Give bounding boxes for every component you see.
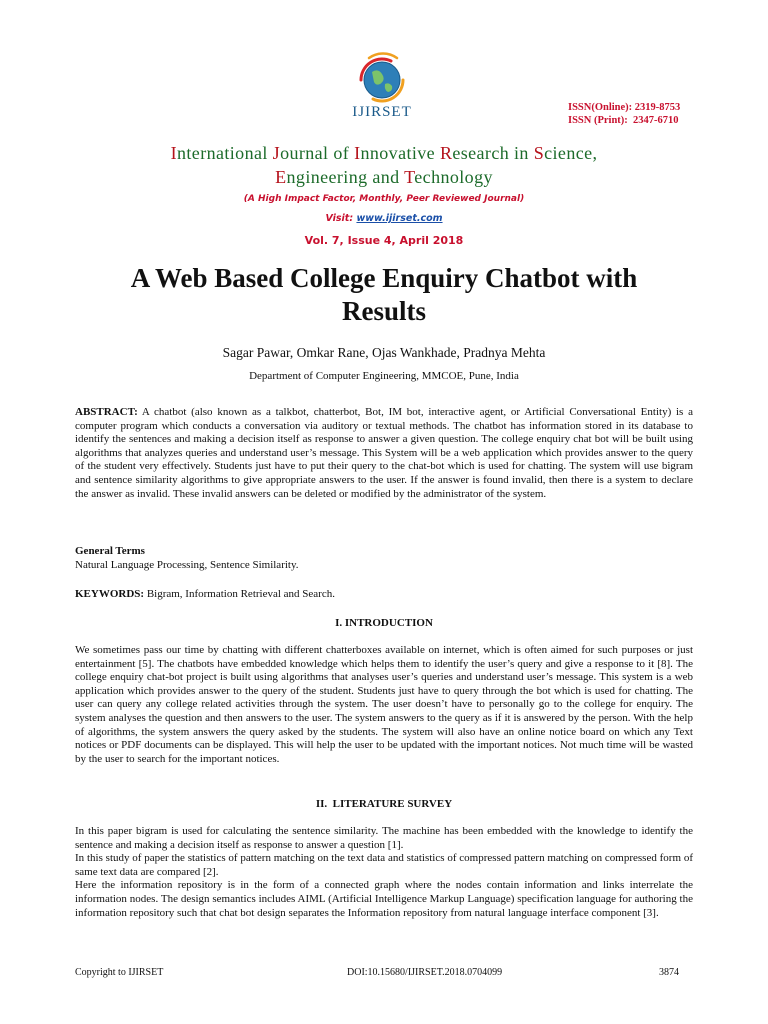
issn-block <box>568 101 708 127</box>
lit-paragraph-3: Here the information repository is in the form of a connected graph where the nodes contain information and links interrelate the information nodes. The design semantics includes AIML (Artificial Intelligence Markup Language) specification language for authoring the information repository such that chat bot design separates the Information repository from natural language interface component [3]. <box>75 879 693 919</box>
footer-doi: DOI:10.15680/IJIRSET.2018.0704099 <box>347 967 503 978</box>
journal-logo <box>331 50 433 126</box>
globe-icon <box>331 50 433 106</box>
logo-text: IJIRSET <box>352 104 412 120</box>
general-terms-heading: General Terms <box>75 545 145 557</box>
intro-heading: I. INTRODUCTION <box>335 617 433 629</box>
paper-title <box>70 262 698 328</box>
paper-authors: Sagar Pawar, Omkar Rane, Ojas Wankhade, Pradnya Mehta <box>222 345 546 360</box>
paper-title-line2: Results <box>341 296 426 326</box>
general-terms-text: Natural Language Processing, Sentence Similarity. <box>75 558 299 571</box>
lit-section <box>75 825 693 920</box>
intro-section <box>75 644 693 766</box>
keywords-text: Bigram, Information Retrieval and Search. <box>144 588 335 600</box>
keywords-section <box>75 588 693 602</box>
footer-page-number: 3874 <box>659 967 679 978</box>
abstract-label: ABSTRACT: <box>75 406 138 418</box>
visit-label: Visit: <box>325 213 357 224</box>
journal-name <box>60 141 708 189</box>
abstract-text: A chatbot (also known as a talkbot, chatterbot, Bot, IM bot, interactive agent, or Artificial Conversational Entity) is a computer program which conducts a conversation via auditory or textual methods. The chatbot has information stored in its database to identify the sentences and making a decision itself as response to answer a given question. The college enquiry chat bot will be built using algorithms that analyzes queries and understand user’s message. This System will be a web application which provides answer to the query of the student very effectively. Students just have to put their query to the chat-bot which is used for chatting. The system will use bigram and sentence similarity algorithms to give appropriate answers to the user. If the answer is found invalid, then there is a system to declare the answer as invalid. These invalid answers can be deleted or modified by the administrator of the system. <box>75 406 693 500</box>
issn-online: ISSN(Online): 2319-8753 <box>568 102 681 113</box>
intro-paragraph: We sometimes pass our time by chatting with different chatterboxes available on internet, which is often aimed for such purposes or just entertainment [5]. The chatbots have embedded knowledge which helps them to identify the user’s query and give a response to it [8]. The college enquiry chat-bot project is built using algorithms that analyses user’s queries and understand user’s message. This system is a web application which provides answer to the query of the student. Students just have to query through the bot which is used for chatting. The user can query any college related activities through the system. The user doesn’t have to personally go to the college for enquiry. The system analyses the question and then answers to the user. The system answers to the query as if it is answered by the person. With the help of algorithms, the system answers the query asked by the students. The system will also have an online notice board on which any Text notices or PDF documents can be displayed. This will help the user to be updated with the important notices. Not much time will be wasted by the user to search for the important notices. <box>75 644 693 765</box>
journal-volume: Vol. 7, Issue 4, April 2018 <box>304 234 464 247</box>
keywords-paragraph <box>75 588 693 602</box>
lit-heading-block <box>75 798 693 812</box>
abstract-paragraph <box>75 406 693 501</box>
paper-title-line1: A Web Based College Enquiry Chatbot with <box>130 263 638 293</box>
journal-name-line2: Engineering and Technology <box>275 167 493 187</box>
page-footer <box>75 967 693 981</box>
general-terms-section <box>75 545 693 572</box>
intro-heading-block <box>75 617 693 631</box>
journal-tagline: (A High Impact Factor, Monthly, Peer Reviewed Journal) <box>243 194 525 204</box>
journal-website-link[interactable]: www.ijirset.com <box>356 213 443 224</box>
footer-copyright: Copyright to IJIRSET <box>75 967 164 978</box>
lit-paragraph-1: In this paper bigram is used for calculating the sentence similarity. The machine has been embedded with the knowledge to identify the sentence and making a decision itself as response to answer a question [1]. <box>75 825 693 851</box>
lit-paragraph-2: In this study of paper the statistics of pattern matching on the text data and statistics of compressed pattern matching on compressed form of same text data are compared [2]. <box>75 852 693 878</box>
lit-heading: II. LITERATURE SURVEY <box>315 798 453 810</box>
issn-print: ISSN (Print): 2347-6710 <box>568 115 679 126</box>
journal-visit <box>60 213 708 224</box>
abstract-section <box>75 406 693 501</box>
journal-name-line1: International Journal of Innovative Research in Science, <box>170 143 598 163</box>
keywords-label: KEYWORDS: <box>75 588 145 600</box>
paper-affiliation: Department of Computer Engineering, MMCOE, Pune, India <box>249 370 519 382</box>
